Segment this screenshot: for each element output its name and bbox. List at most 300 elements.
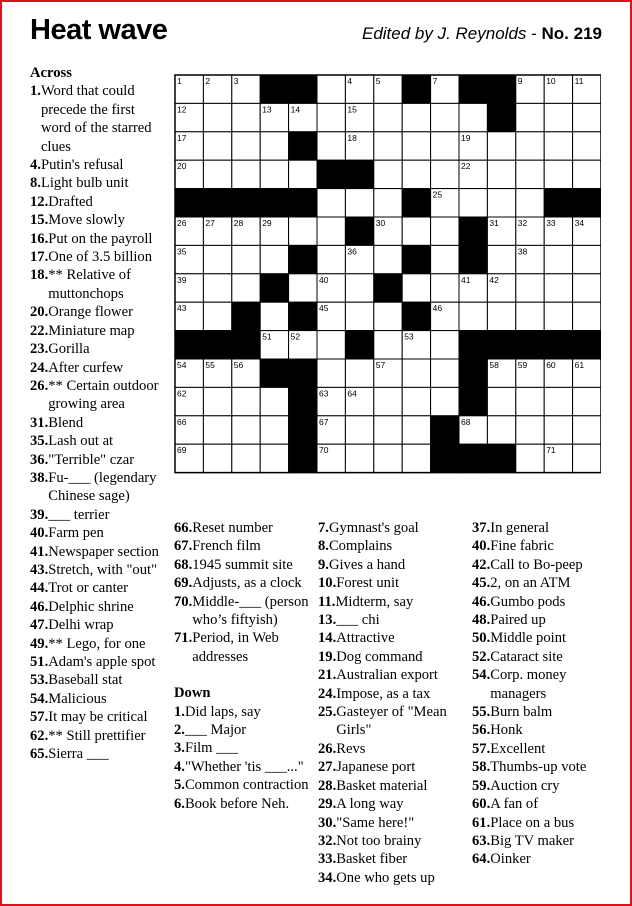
clue-number: 1. xyxy=(174,703,185,720)
grid-square[interactable] xyxy=(402,103,430,131)
clue-text: Fine fabric xyxy=(490,538,554,555)
clue-number: 33. xyxy=(318,851,337,868)
grid-square[interactable] xyxy=(516,189,544,217)
square-number: 59 xyxy=(517,360,528,370)
block-square xyxy=(402,75,430,103)
grid-square[interactable] xyxy=(544,387,572,415)
clue-number: 69. xyxy=(174,575,193,592)
clue-item xyxy=(318,703,464,740)
square-number: 27 xyxy=(205,218,215,228)
grid-square[interactable] xyxy=(232,132,260,160)
clue-number: 20. xyxy=(30,304,49,321)
square-number: 5 xyxy=(375,76,381,86)
block-square xyxy=(402,302,430,330)
clue-number: 1. xyxy=(30,83,41,100)
clue-number: 18. xyxy=(30,267,49,284)
clue-text: ___ terrier xyxy=(48,506,110,523)
clue-item xyxy=(472,556,604,574)
clue-number: 64. xyxy=(472,851,491,868)
clue-text: Excellent xyxy=(490,740,546,757)
clue-number: 10. xyxy=(318,575,337,592)
clue-text: ** Lego, for one xyxy=(48,635,146,652)
grid-square[interactable] xyxy=(544,416,572,444)
square-number: 7 xyxy=(432,76,438,86)
square-number: 30 xyxy=(375,218,386,228)
clue-item xyxy=(30,506,162,524)
clue-number: 70. xyxy=(174,593,193,610)
grid-square[interactable] xyxy=(317,331,345,359)
grid-square[interactable] xyxy=(260,160,288,188)
grid-square[interactable] xyxy=(317,359,345,387)
grid-square[interactable] xyxy=(232,444,260,472)
across-heading: Across xyxy=(30,65,72,81)
grid-square[interactable] xyxy=(374,416,402,444)
clue-item xyxy=(30,543,162,561)
clue-item xyxy=(318,814,464,832)
clue-number: 8. xyxy=(318,538,329,555)
clue-item xyxy=(174,629,310,666)
grid-square[interactable] xyxy=(203,132,231,160)
grid-square[interactable] xyxy=(573,160,601,188)
clue-text: Oinker xyxy=(490,851,531,868)
clue-item xyxy=(472,740,604,758)
grid-square[interactable] xyxy=(573,274,601,302)
clue-item xyxy=(318,777,464,795)
clue-item xyxy=(174,795,310,813)
square-number: 19 xyxy=(461,132,471,143)
grid-square[interactable] xyxy=(374,387,402,415)
clue-text: Delphic shrine xyxy=(48,598,134,615)
clue-number: 68. xyxy=(174,556,193,573)
grid-square[interactable] xyxy=(317,103,345,131)
block-square xyxy=(289,359,317,387)
clue-text: Paired up xyxy=(490,612,546,629)
clue-text: Auction cry xyxy=(490,777,560,794)
grid-square[interactable] xyxy=(573,416,601,444)
clue-number: 56. xyxy=(472,722,491,739)
grid-square[interactable] xyxy=(232,245,260,273)
grid-square[interactable] xyxy=(203,302,231,330)
square-number: 41 xyxy=(461,274,471,285)
square-number: 62 xyxy=(177,388,187,399)
clue-item xyxy=(30,579,162,597)
square-number: 33 xyxy=(546,218,556,228)
clue-text: ___ chi xyxy=(336,612,380,629)
grid-square[interactable] xyxy=(516,416,544,444)
grid-square[interactable] xyxy=(203,274,231,302)
clue-number: 40. xyxy=(30,525,49,542)
clue-text: Delhi wrap xyxy=(48,617,114,634)
clue-number: 16. xyxy=(30,230,49,247)
grid-square[interactable] xyxy=(203,160,231,188)
clue-number: 54. xyxy=(30,690,49,707)
clue-item xyxy=(30,248,162,266)
clue-number: 19. xyxy=(318,648,337,665)
block-square xyxy=(345,217,373,245)
block-square xyxy=(459,359,487,387)
clue-text: Newspaper section xyxy=(48,543,159,560)
square-number: 45 xyxy=(319,303,329,314)
grid-square[interactable] xyxy=(487,189,515,217)
grid-square[interactable] xyxy=(345,444,373,472)
clue-item xyxy=(318,574,464,592)
clue-text: Period, in Web addresses xyxy=(192,630,279,665)
clue-item xyxy=(30,359,162,377)
clue-item xyxy=(174,776,310,794)
grid-square[interactable] xyxy=(402,444,430,472)
clue-text: After curfew xyxy=(48,359,124,376)
clue-item xyxy=(30,322,162,340)
grid-square[interactable] xyxy=(374,132,402,160)
clue-number: 61. xyxy=(472,814,491,831)
grid-square[interactable] xyxy=(487,132,515,160)
clue-item xyxy=(174,758,310,776)
clue-text: Stretch, with "out" xyxy=(48,561,158,578)
block-square xyxy=(459,245,487,273)
clue-number: 60. xyxy=(472,796,491,813)
clue-number: 51. xyxy=(30,654,49,670)
clue-item xyxy=(174,721,310,739)
clue-number: 46. xyxy=(472,593,491,610)
grid-square[interactable] xyxy=(431,359,459,387)
puzzle-number: No. 219 xyxy=(541,24,602,43)
clue-text: Gives a hand xyxy=(328,556,406,573)
clue-text: Farm pen xyxy=(48,525,104,542)
block-square xyxy=(516,331,544,359)
grid-square[interactable] xyxy=(573,245,601,273)
clue-item xyxy=(30,469,162,506)
grid-square[interactable] xyxy=(374,331,402,359)
grid-square[interactable] xyxy=(573,387,601,415)
grid-square[interactable] xyxy=(317,132,345,160)
clue-item xyxy=(30,451,162,469)
grid-square[interactable] xyxy=(260,444,288,472)
grid-square[interactable] xyxy=(402,160,430,188)
grid-square[interactable] xyxy=(459,103,487,131)
grid-square[interactable] xyxy=(573,103,601,131)
block-square xyxy=(260,189,288,217)
clue-number: 28. xyxy=(318,777,337,794)
grid-square[interactable] xyxy=(374,302,402,330)
grid-square[interactable] xyxy=(203,387,231,415)
clue-text: Gumbo pods xyxy=(490,593,566,610)
square-number: 54 xyxy=(177,360,187,370)
editor-credit xyxy=(362,24,602,44)
clue-text: Miniature map xyxy=(48,322,135,339)
clue-text: Common contraction xyxy=(184,777,309,794)
block-square xyxy=(487,103,515,131)
clue-text: Forest unit xyxy=(336,575,400,592)
clue-text: Gymnast's goal xyxy=(328,520,419,536)
grid-square[interactable] xyxy=(232,416,260,444)
grid-square[interactable] xyxy=(260,416,288,444)
square-number: 1 xyxy=(177,76,182,86)
clue-item xyxy=(472,721,604,739)
clue-item xyxy=(30,708,162,726)
grid-square[interactable] xyxy=(573,132,601,160)
grid-square[interactable] xyxy=(289,274,317,302)
clue-item xyxy=(472,611,604,629)
grid-square[interactable] xyxy=(516,132,544,160)
clue-number: 9. xyxy=(318,556,329,573)
clue-number: 24. xyxy=(30,359,49,376)
grid-square[interactable] xyxy=(289,217,317,245)
grid-square[interactable] xyxy=(431,274,459,302)
block-square xyxy=(459,217,487,245)
grid-square[interactable] xyxy=(345,359,373,387)
block-square xyxy=(345,160,373,188)
grid-square[interactable] xyxy=(487,387,515,415)
grid-square[interactable] xyxy=(402,274,430,302)
grid-square[interactable] xyxy=(374,444,402,472)
square-number: 53 xyxy=(404,331,414,342)
square-number: 70 xyxy=(319,445,329,456)
block-square xyxy=(232,331,260,359)
grid-square[interactable] xyxy=(402,359,430,387)
clue-number: 62. xyxy=(30,727,49,744)
clue-item xyxy=(30,340,162,358)
clue-number: 6. xyxy=(174,795,185,812)
clue-text: Word that could precede the first word of the starred clues xyxy=(40,83,152,155)
square-number: 11 xyxy=(574,76,584,86)
clue-item xyxy=(30,303,162,321)
block-square xyxy=(431,444,459,472)
grid-square[interactable] xyxy=(516,160,544,188)
grid-square[interactable] xyxy=(317,217,345,245)
spacer xyxy=(174,666,310,684)
grid-square[interactable] xyxy=(374,189,402,217)
grid-square[interactable] xyxy=(374,103,402,131)
grid-square[interactable] xyxy=(232,274,260,302)
block-square xyxy=(459,75,487,103)
grid-square[interactable] xyxy=(573,444,601,472)
clue-item xyxy=(472,758,604,776)
square-number: 69 xyxy=(177,445,187,456)
grid-square[interactable] xyxy=(487,160,515,188)
grid-square[interactable] xyxy=(260,132,288,160)
grid-square[interactable] xyxy=(203,245,231,273)
block-square xyxy=(459,387,487,415)
clue-item xyxy=(472,648,604,666)
clue-text: Light bulb unit xyxy=(40,175,129,192)
clue-item xyxy=(472,519,604,537)
grid-square[interactable] xyxy=(345,189,373,217)
clue-text: Blend xyxy=(48,414,84,431)
block-square xyxy=(459,444,487,472)
clue-text: Thumbs-up vote xyxy=(490,759,587,776)
clue-number: 12. xyxy=(30,193,49,210)
clue-text: Orange flower xyxy=(48,304,133,321)
grid-square[interactable] xyxy=(402,387,430,415)
grid-square[interactable] xyxy=(431,387,459,415)
clue-number: 66. xyxy=(174,520,193,536)
square-number: 10 xyxy=(546,76,556,86)
square-number: 52 xyxy=(290,331,301,342)
clue-text: Attractive xyxy=(336,630,395,647)
puzzle-title: Heat wave xyxy=(30,14,168,46)
clue-text: Film ___ xyxy=(184,740,239,757)
clue-text: Fu-___ (legendary Chinese sage) xyxy=(48,469,157,505)
clue-item xyxy=(318,758,464,776)
clue-column-middle xyxy=(174,519,310,813)
grid-square[interactable] xyxy=(402,132,430,160)
grid-square[interactable] xyxy=(544,245,572,273)
block-square xyxy=(431,416,459,444)
grid-square[interactable] xyxy=(317,245,345,273)
grid-square[interactable] xyxy=(544,103,572,131)
square-number: 60 xyxy=(546,360,556,370)
block-square xyxy=(260,359,288,387)
grid-square[interactable] xyxy=(431,132,459,160)
grid-square[interactable] xyxy=(516,274,544,302)
clue-text: Burn balm xyxy=(490,704,553,721)
clue-number: 4. xyxy=(174,758,185,775)
clue-text: Midterm, say xyxy=(335,593,414,610)
grid-square[interactable] xyxy=(487,302,515,330)
grid-square[interactable] xyxy=(232,160,260,188)
clue-number: 26. xyxy=(318,740,337,757)
clue-item xyxy=(318,611,464,629)
grid-square[interactable] xyxy=(459,302,487,330)
grid-square[interactable] xyxy=(573,302,601,330)
square-number: 17 xyxy=(177,132,187,143)
grid-square[interactable] xyxy=(431,103,459,131)
grid-square[interactable] xyxy=(374,160,402,188)
square-number: 39 xyxy=(177,274,187,285)
square-number: 35 xyxy=(177,246,187,257)
clue-number: 2. xyxy=(174,722,185,739)
clue-item xyxy=(30,524,162,542)
square-number: 18 xyxy=(347,132,357,143)
clue-item xyxy=(174,574,310,592)
grid-square[interactable] xyxy=(544,274,572,302)
block-square xyxy=(487,75,515,103)
clue-text: Corp. money managers xyxy=(490,667,567,702)
clue-number: 21. xyxy=(318,667,337,684)
clue-text: Place on a bus xyxy=(490,814,575,831)
block-square xyxy=(544,331,572,359)
clue-item xyxy=(30,193,162,211)
clue-item xyxy=(30,230,162,248)
clue-text: Impose, as a tax xyxy=(336,685,431,702)
grid-square[interactable] xyxy=(516,387,544,415)
clue-text: ___ Major xyxy=(184,722,247,739)
block-square xyxy=(317,160,345,188)
grid-square[interactable] xyxy=(345,416,373,444)
clue-item xyxy=(30,414,162,432)
grid-square[interactable] xyxy=(459,189,487,217)
clue-item xyxy=(318,629,464,647)
clue-item xyxy=(30,82,162,156)
clue-item xyxy=(30,561,162,579)
grid-square[interactable] xyxy=(203,416,231,444)
clue-item xyxy=(318,685,464,703)
clue-number: 26. xyxy=(30,377,49,394)
clue-text: Did laps, say xyxy=(184,703,261,720)
grid-square[interactable] xyxy=(431,160,459,188)
clue-item xyxy=(472,795,604,813)
grid-square[interactable] xyxy=(232,103,260,131)
grid-square[interactable] xyxy=(516,302,544,330)
clue-text: Trot or canter xyxy=(48,580,128,597)
square-number: 4 xyxy=(347,76,353,86)
grid-square[interactable] xyxy=(431,217,459,245)
grid-square[interactable] xyxy=(289,160,317,188)
block-square xyxy=(459,331,487,359)
grid-square[interactable] xyxy=(317,189,345,217)
grid-square[interactable] xyxy=(516,444,544,472)
square-number: 28 xyxy=(233,218,244,228)
grid-square[interactable] xyxy=(544,302,572,330)
grid-square[interactable] xyxy=(260,387,288,415)
square-number: 67 xyxy=(319,416,329,427)
clue-number: 35. xyxy=(30,433,49,450)
clue-item xyxy=(472,629,604,647)
clue-item xyxy=(318,795,464,813)
grid-square[interactable] xyxy=(260,245,288,273)
grid-square[interactable] xyxy=(402,217,430,245)
clue-number: 14. xyxy=(318,630,337,647)
block-square xyxy=(345,331,373,359)
clue-item xyxy=(174,556,310,574)
clue-item xyxy=(30,174,162,192)
square-number: 61 xyxy=(574,360,585,370)
grid-square[interactable] xyxy=(487,245,515,273)
grid-square[interactable] xyxy=(260,302,288,330)
grid-square[interactable] xyxy=(544,132,572,160)
grid-square[interactable] xyxy=(487,416,515,444)
clue-text: Call to Bo-peep xyxy=(490,556,583,573)
clue-number: 40. xyxy=(472,538,491,555)
clue-number: 71. xyxy=(174,630,193,647)
block-square xyxy=(289,75,317,103)
clue-number: 31. xyxy=(30,414,49,431)
clue-text: "Same here!" xyxy=(336,814,415,831)
grid-square[interactable] xyxy=(203,444,231,472)
clue-number: 29. xyxy=(318,796,337,813)
clue-text: Move slowly xyxy=(48,212,125,229)
clue-text: It may be critical xyxy=(48,709,148,726)
grid-square[interactable] xyxy=(345,274,373,302)
grid-square[interactable] xyxy=(232,387,260,415)
clue-item xyxy=(30,671,162,689)
clue-item xyxy=(472,777,604,795)
clue-number: 39. xyxy=(30,506,49,523)
grid-square[interactable] xyxy=(431,245,459,273)
grid-square[interactable] xyxy=(516,103,544,131)
clue-text: A long way xyxy=(336,796,404,813)
clue-text: One who gets up xyxy=(336,869,435,886)
grid-square[interactable] xyxy=(317,75,345,103)
clue-number: 7. xyxy=(318,520,329,536)
clue-number: 52. xyxy=(472,648,491,665)
clue-item xyxy=(30,635,162,653)
grid-square[interactable] xyxy=(374,245,402,273)
clue-item xyxy=(318,832,464,850)
square-number: 9 xyxy=(517,76,523,86)
grid-square[interactable] xyxy=(431,331,459,359)
square-number: 14 xyxy=(290,104,301,115)
grid-square[interactable] xyxy=(544,160,572,188)
grid-square[interactable] xyxy=(402,416,430,444)
clue-item xyxy=(30,211,162,229)
square-number: 71 xyxy=(546,445,556,456)
clue-text: Book before Neh. xyxy=(184,795,290,812)
clue-number: 46. xyxy=(30,598,49,615)
grid-square[interactable] xyxy=(345,302,373,330)
grid-square[interactable] xyxy=(203,103,231,131)
clue-number: 41. xyxy=(30,543,49,560)
